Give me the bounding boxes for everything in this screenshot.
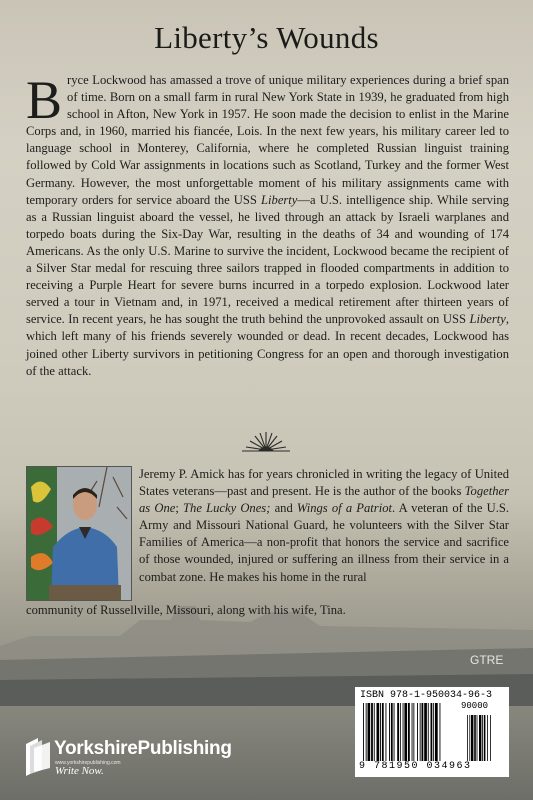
- barcode-addon: 90000: [461, 701, 489, 711]
- barcode-bar: [400, 703, 401, 761]
- barcode-bar: [389, 703, 390, 761]
- barcode-bar: [394, 703, 395, 761]
- description-text-1: ryce Lockwood has amassed a trove of unique military experiences during a brief span of time. Born on a small farm in rural New York State in 1939, he graduated from high school in Afton, New York in 1957. He soon made the decision to enlist in the Marine Corps and, in 1960, married his fiancée, Lois. In the next few years, his military career led to language school in Monterey, California, where he completed Russian linguist training followed by Cold War assignments in locations such as Scotland, Turkey and the former West Germany. However, the most unforgettable moment of his military assignments came with temporary orders for service aboard the USS: [26, 73, 509, 207]
- author-bio-continued: community of Russellville, Missouri, along with his wife, Tina.: [26, 603, 346, 617]
- book-description: [26, 72, 509, 380]
- isbn-barcode: [355, 687, 509, 777]
- barcode-bar: [403, 703, 404, 761]
- barcode-addon-bar: [482, 715, 483, 761]
- barcode-addon-bar: [477, 715, 478, 761]
- description-text-2: —a U.S. intelligence ship. While serving as a Russian linguist aboard the vessel, he lived through an attack by Israeli warplanes and torpedo boats during the Six-Day War, resulting in the deaths of 34 and wounding of 174 Americans. As the only U.S. Marine to survive the incident, Lockwood became the recipient of a Silver Star medal for rescuing three sailors trapped in flooded compartments in addition to receiving a Purple Heart for severe burns incurred in a torpedo explosion. Lockwood later served a tour in Vietnam and, in 1971, received a medical retirement after thirteen years of service. In recent years, he has sought the truth behind the unprovoked assault on USS: [26, 192, 509, 327]
- barcode-bar: [404, 703, 407, 761]
- drop-cap: B: [26, 70, 63, 130]
- barcode-addon-bar: [467, 715, 468, 761]
- description-text-3: , which left many of his friends severely wounded or dead. In recent decades, Lockwood has joined other Liberty survivors in petitioning Congress for an open and thorough investigation of the attack.: [26, 312, 509, 378]
- barcode-bar: [368, 703, 371, 761]
- barcode-bar: [422, 703, 424, 761]
- barcode-bar: [382, 703, 384, 761]
- barcode-bar: [408, 703, 410, 761]
- barcode-bar: [366, 703, 367, 761]
- book-title: The Lucky Ones;: [183, 501, 271, 516]
- publisher-logo: [24, 736, 264, 780]
- book-pages-icon: [24, 736, 52, 776]
- barcode-bar: [433, 703, 434, 761]
- book-title: Wings of a Patriot: [296, 501, 392, 516]
- barcode-bar: [412, 703, 413, 761]
- barcode-bar: [424, 703, 427, 761]
- barcode-addon-bar: [474, 715, 476, 761]
- author-bio-text-1: Jeremy P. Amick has for years chronicled in writing the legacy of United States veterans—past and present. He is the author of the books: [139, 467, 509, 499]
- publisher-tagline: Write Now.: [55, 765, 104, 777]
- barcode-bar: [363, 703, 364, 761]
- publisher-name: YorkshirePublishing: [54, 738, 232, 759]
- barcode-addon-bar: [471, 715, 473, 761]
- barcode-bars: [363, 703, 503, 761]
- page-title: Liberty’s Wounds: [154, 20, 379, 55]
- sunburst-ornament-icon: [240, 430, 292, 454]
- ship-name: Liberty: [469, 312, 506, 327]
- barcode-bar: [377, 703, 380, 761]
- barcode-addon-bar: [479, 715, 481, 761]
- barcode-bar: [431, 703, 433, 761]
- barcode-addon-bar: [487, 715, 488, 761]
- barcode-bar: [371, 703, 373, 761]
- author-photo: [26, 466, 132, 601]
- author-bio-text-4: . A veteran of the U.S. Army and Missouri National Guard, he volunteers with the Silver Star Families of America—a non-profit that honors the service and sacrifice of those wounded, injured or suffering an illness from their service in a combat zone. He makes his home in the rural: [139, 501, 509, 584]
- barcode-bar: [380, 703, 381, 761]
- barcode-digits: 9 781950 034963: [359, 761, 472, 772]
- barcode-bar: [417, 703, 418, 761]
- barcode-addon-bar: [469, 715, 470, 761]
- isbn-number: ISBN 978-1-950034-96-3: [360, 690, 493, 701]
- ship-hull-text: GTRE: [470, 653, 504, 667]
- author-bio-text-2: ;: [175, 501, 184, 516]
- barcode-addon-bar: [484, 715, 486, 761]
- publisher-url: www.yorkshirepublishing.com: [55, 760, 121, 766]
- author-bio-text-3: and: [270, 501, 297, 516]
- ship-name: Liberty: [261, 192, 298, 207]
- barcode-bar: [428, 703, 429, 761]
- author-bio: [139, 466, 509, 586]
- barcode-bar: [374, 703, 375, 761]
- barcode-bar: [413, 703, 414, 761]
- book-title: Together as One: [139, 484, 509, 516]
- barcode-bar: [435, 703, 438, 761]
- barcode-bar: [397, 703, 399, 761]
- barcode-bar: [391, 703, 393, 761]
- barcode-bar: [440, 703, 441, 761]
- barcode-addon-bar: [490, 715, 491, 761]
- barcode-bar: [386, 703, 387, 761]
- barcode-bar: [420, 703, 421, 761]
